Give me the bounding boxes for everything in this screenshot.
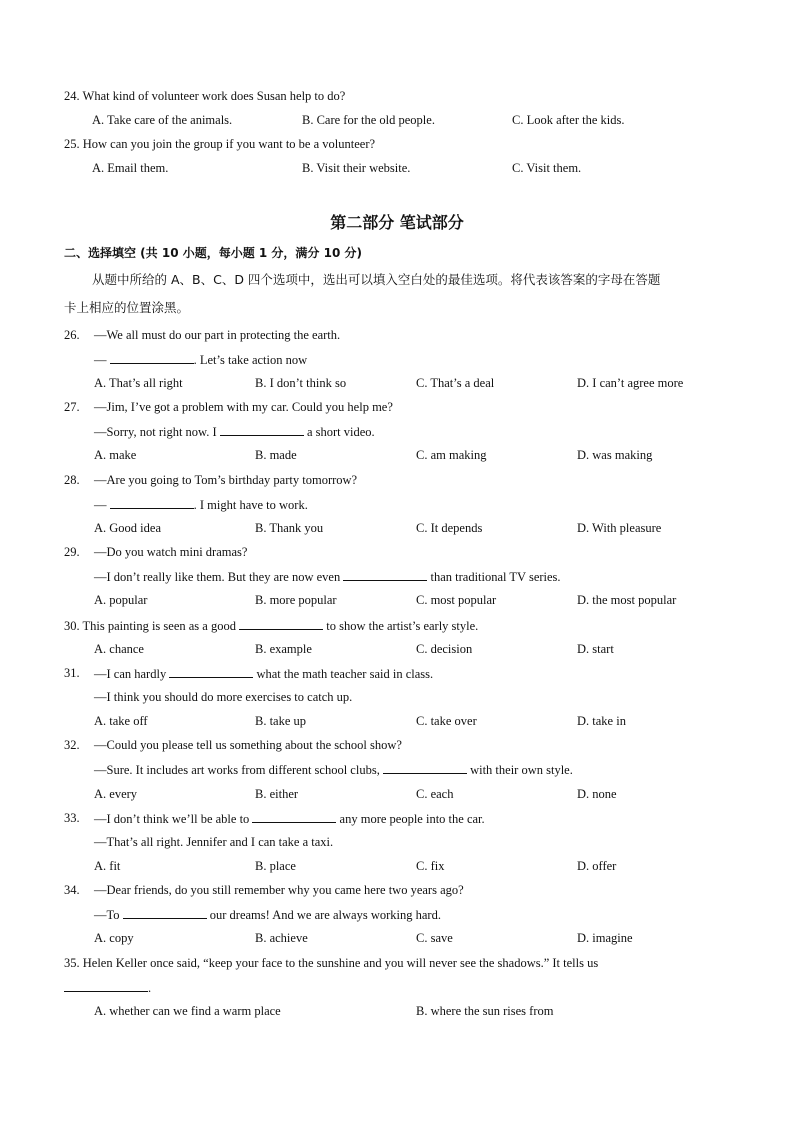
question-31-option-a[interactable]: A. take off <box>94 714 148 728</box>
question-26-option-d[interactable]: D. I can’t agree more <box>577 376 684 390</box>
question-29-line-1: —Do you watch mini dramas? <box>94 545 248 559</box>
answer-blank[interactable] <box>169 665 253 678</box>
question-28-option-d[interactable]: D. With pleasure <box>577 521 662 535</box>
answer-blank[interactable] <box>239 617 323 630</box>
question-33-option-a[interactable]: A. fit <box>94 859 121 873</box>
question-27-line-2: —Sorry, not right now. I a short video. <box>94 425 375 439</box>
question-number: 29. <box>64 545 80 559</box>
question-31-option-d[interactable]: D. take in <box>577 714 626 728</box>
question-number: 32. <box>64 738 80 752</box>
question-32-option-d[interactable]: D. none <box>577 787 617 801</box>
answer-blank[interactable] <box>123 906 207 919</box>
question-28-line-2: — . I might have to work. <box>94 498 308 512</box>
question-26-line-1: —We all must do our part in protecting the earth. <box>94 328 341 342</box>
question-24-stem: 24. What kind of volunteer work does Susan help to do? <box>64 89 346 103</box>
question-29-option-a[interactable]: A. popular <box>94 593 148 607</box>
question-35-option-b[interactable]: B. where the sun rises from <box>416 1004 554 1018</box>
question-31-line-2: —I think you should do more exercises to catch up. <box>94 690 353 704</box>
question-25-option-c[interactable]: C. Visit them. <box>512 161 582 175</box>
question-32-line-1: —Could you please tell us something about the school show? <box>94 738 402 752</box>
question-30-option-b[interactable]: B. example <box>255 642 312 656</box>
question-number: 34. <box>64 883 80 897</box>
question-29-line-2: —I don’t really like them. But they are now even than traditional TV series. <box>94 570 561 584</box>
instruction-line-1: 从题中所给的 A、B、C、D 四个选项中，选出可以填入空白处的最佳选项。将代表该答案的字母在答题 <box>92 272 661 287</box>
question-27-line-1: —Jim, I’ve got a problem with my car. Could you help me? <box>94 400 393 414</box>
question-24-option-c[interactable]: C. Look after the kids. <box>512 113 625 127</box>
question-24-option-a[interactable]: A. Take care of the animals. <box>92 113 233 127</box>
question-number: 27. <box>64 400 80 414</box>
question-34-option-d[interactable]: D. imagine <box>577 931 633 945</box>
instruction-line-2: 卡上相应的位置涂黑。 <box>64 300 190 315</box>
answer-blank[interactable] <box>110 496 194 509</box>
answer-blank[interactable] <box>343 568 427 581</box>
question-33-option-b[interactable]: B. place <box>255 859 296 873</box>
question-number: 31. <box>64 666 80 680</box>
question-33-line-2: —That’s all right. Jennifer and I can take a taxi. <box>94 835 334 849</box>
question-29-option-d[interactable]: D. the most popular <box>577 593 677 607</box>
question-34-option-b[interactable]: B. achieve <box>255 931 308 945</box>
question-30-option-a[interactable]: A. chance <box>94 642 144 656</box>
question-24-option-b[interactable]: B. Care for the old people. <box>302 113 435 127</box>
answer-blank[interactable] <box>110 351 194 364</box>
question-32-option-c[interactable]: C. each <box>416 787 454 801</box>
question-34-line-1: —Dear friends, do you still remember why you came here two years ago? <box>94 883 464 897</box>
question-32-line-2: —Sure. It includes art works from different school clubs, with their own style. <box>94 763 573 777</box>
question-33-option-d[interactable]: D. offer <box>577 859 617 873</box>
question-32-option-b[interactable]: B. either <box>255 787 299 801</box>
question-25-option-a[interactable]: A. Email them. <box>92 161 169 175</box>
question-33-option-c[interactable]: C. fix <box>416 859 445 873</box>
question-28-line-1: —Are you going to Tom’s birthday party tomorrow? <box>94 473 358 487</box>
question-26-option-b[interactable]: B. I don’t think so <box>255 376 347 390</box>
question-25-option-b[interactable]: B. Visit their website. <box>302 161 411 175</box>
question-29-option-c[interactable]: C. most popular <box>416 593 497 607</box>
question-30-line-1: 30. This painting is seen as a good to show the artist’s early style. <box>64 619 479 633</box>
question-25-stem: 25. How can you join the group if you want to be a volunteer? <box>64 137 376 151</box>
question-32-option-a[interactable]: A. every <box>94 787 138 801</box>
part-two-title: 第二部分 笔试部分 <box>330 213 464 232</box>
question-33-line-1: —I don’t think we’ll be able to any more people into the car. <box>94 812 485 826</box>
question-31-option-c[interactable]: C. take over <box>416 714 477 728</box>
question-30-option-d[interactable]: D. start <box>577 642 614 656</box>
question-number: 26. <box>64 328 80 342</box>
question-35-line-1: 35. Helen Keller once said, “keep your face to the sunshine and you will never see the shadows.” It tells us <box>64 956 599 970</box>
question-26-option-a[interactable]: A. That’s all right <box>94 376 183 390</box>
question-26-line-2: — . Let’s take action now <box>94 353 308 367</box>
question-number: 28. <box>64 473 80 487</box>
section-subtitle: 二、选择填空 (共 10 小题，每小题 1 分，满分 10 分) <box>64 246 362 260</box>
answer-blank[interactable] <box>64 979 148 992</box>
question-28-option-a[interactable]: A. Good idea <box>94 521 161 535</box>
question-28-option-b[interactable]: B. Thank you <box>255 521 324 535</box>
question-31-option-b[interactable]: B. take up <box>255 714 307 728</box>
question-26-option-c[interactable]: C. That’s a deal <box>416 376 495 390</box>
question-34-option-a[interactable]: A. copy <box>94 931 134 945</box>
question-35-line-2: . <box>64 979 151 996</box>
question-27-option-b[interactable]: B. made <box>255 448 297 462</box>
question-27-option-d[interactable]: D. was making <box>577 448 653 462</box>
question-27-option-c[interactable]: C. am making <box>416 448 487 462</box>
question-31-line-1: —I can hardly what the math teacher said in class. <box>94 667 434 681</box>
question-35-option-a[interactable]: A. whether can we find a warm place <box>94 1004 281 1018</box>
question-28-option-c[interactable]: C. It depends <box>416 521 483 535</box>
question-29-option-b[interactable]: B. more popular <box>255 593 337 607</box>
question-30-option-c[interactable]: C. decision <box>416 642 473 656</box>
answer-blank[interactable] <box>252 810 336 823</box>
question-34-option-c[interactable]: C. save <box>416 931 453 945</box>
answer-blank[interactable] <box>220 423 304 436</box>
answer-blank[interactable] <box>383 761 467 774</box>
question-number: 33. <box>64 811 80 825</box>
question-34-line-2: —To our dreams! And we are always working hard. <box>94 908 441 922</box>
question-27-option-a[interactable]: A. make <box>94 448 137 462</box>
